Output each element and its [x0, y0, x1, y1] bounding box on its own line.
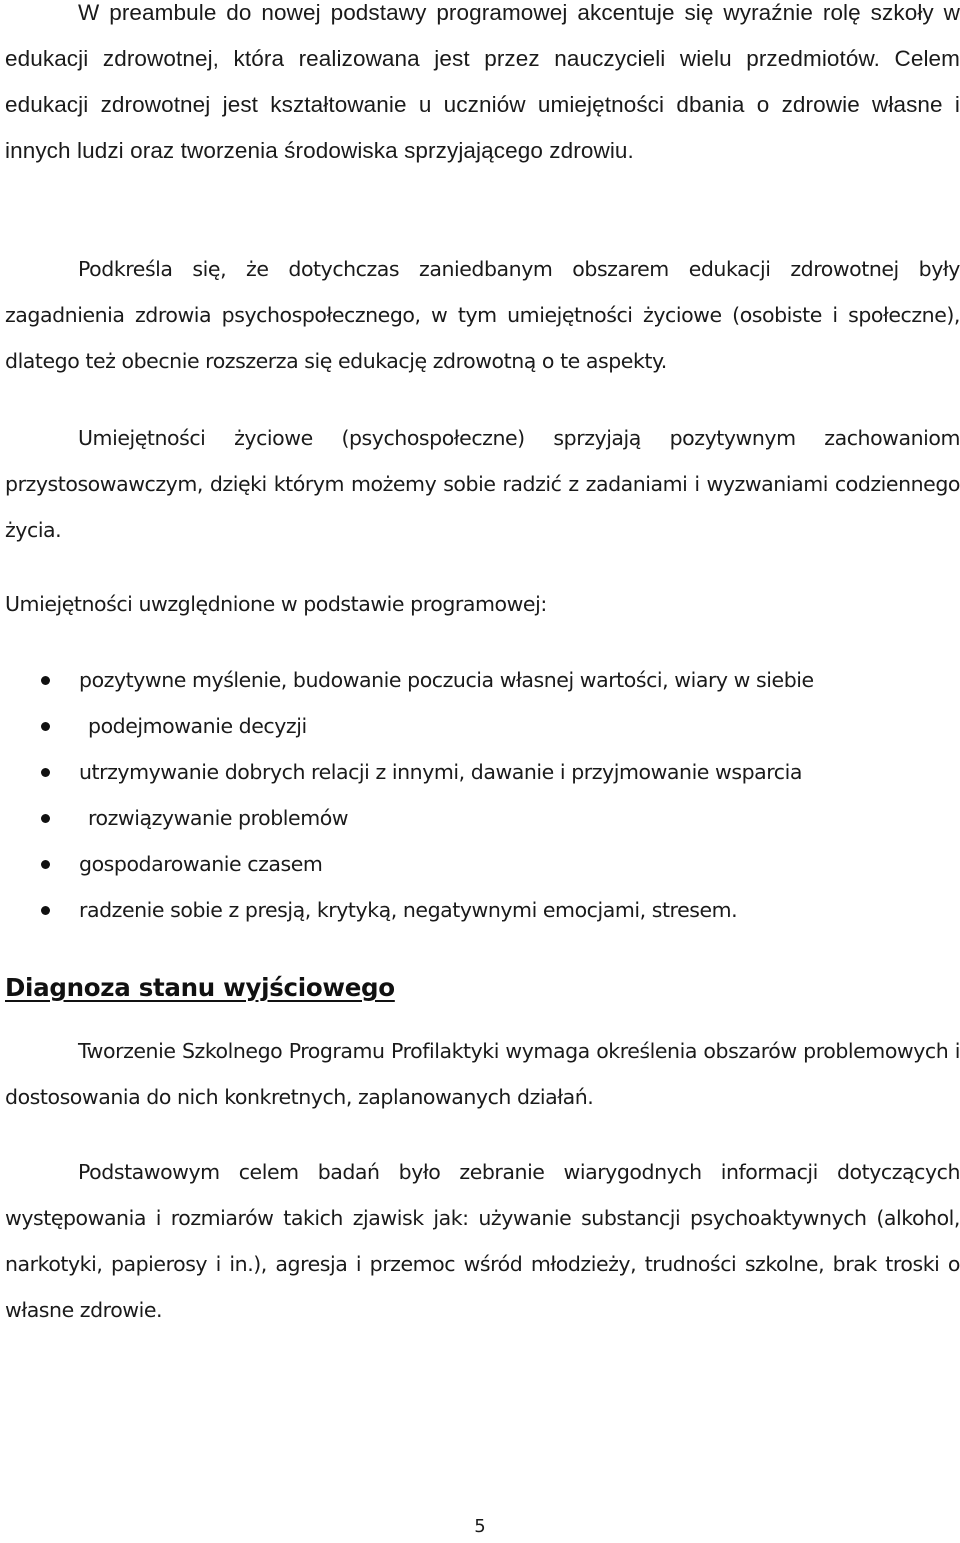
skills-list-item — [0, 657, 960, 703]
bullet-icon — [41, 676, 50, 685]
skills-list-item-text: pozytywne myślenie, budowanie poczucia własnej wartości, wiary w siebie — [79, 668, 814, 692]
skills-list-item — [0, 795, 960, 841]
life-skills-paragraph: Umiejętności życiowe (psychospołeczne) sprzyjają pozytywnym zachowaniom przystosowawczym, dzięki którym możemy sobie radzić z zadaniami i wyzwaniami codziennego życia. — [5, 426, 960, 542]
skills-list-item-text: gospodarowanie czasem — [79, 852, 323, 876]
bullet-icon — [41, 768, 50, 777]
research-goal-paragraph: Podstawowym celem badań było zebranie wiarygodnych informacji dotyczących występowania i rozmiarów takich zjawisk jak: używanie substancji psychoaktywnych (alkohol, narkotyki, papierosy i in.), agresja i przemoc wśród młodzieży, trudności szkolne, brak troski o własne zdrowie. — [5, 1160, 960, 1322]
bullet-icon — [41, 860, 50, 869]
skills-list-item-text: radzenie sobie z presją, krytyką, negatywnymi emocjami, stresem. — [79, 898, 738, 922]
skills-list-item — [0, 749, 960, 795]
bullet-icon — [41, 814, 50, 823]
preamble-paragraph: W preambule do nowej podstawy programowej akcentuje się wyraźnie rolę szkoły w edukacji zdrowotnej, która realizowana jest przez nauczycieli wielu przedmiotów. Celem edukacji zdrowotnej jest kształtowanie u uczniów umiejętności dbania o zdrowie własne i innych ludzi oraz tworzenia środowiska sprzyjającego zdrowiu. — [5, 0, 960, 163]
skills-list-item — [0, 841, 960, 887]
bullet-icon — [41, 906, 50, 915]
skills-intro-paragraph: Umiejętności uwzględnione w podstawie programowej: — [5, 592, 547, 616]
section-heading: Diagnoza stanu wyjściowego — [5, 973, 395, 1002]
program-requirements-paragraph: Tworzenie Szkolnego Programu Profilaktyki wymaga określenia obszarów problemowych i dostosowania do nich konkretnych, zaplanowanych działań. — [5, 1039, 960, 1109]
skills-list-item-text: podejmowanie decyzji — [88, 714, 307, 738]
psychosocial-health-paragraph: Podkreśla się, że dotychczas zaniedbanym obszarem edukacji zdrowotnej były zagadnienia zdrowia psychospołecznego, w tym umiejętności życiowe (osobiste i społeczne), dlatego też obecnie rozszerza się edukację zdrowotną o te aspekty. — [5, 257, 960, 373]
page-number: 5 — [474, 1516, 486, 1537]
skills-list — [0, 657, 960, 933]
bullet-icon — [41, 722, 50, 731]
skills-list-item-text: rozwiązywanie problemów — [88, 806, 349, 830]
skills-list-item — [0, 703, 960, 749]
skills-list-item — [0, 887, 960, 933]
skills-list-item-text: utrzymywanie dobrych relacji z innymi, dawanie i przyjmowanie wsparcia — [79, 760, 802, 784]
